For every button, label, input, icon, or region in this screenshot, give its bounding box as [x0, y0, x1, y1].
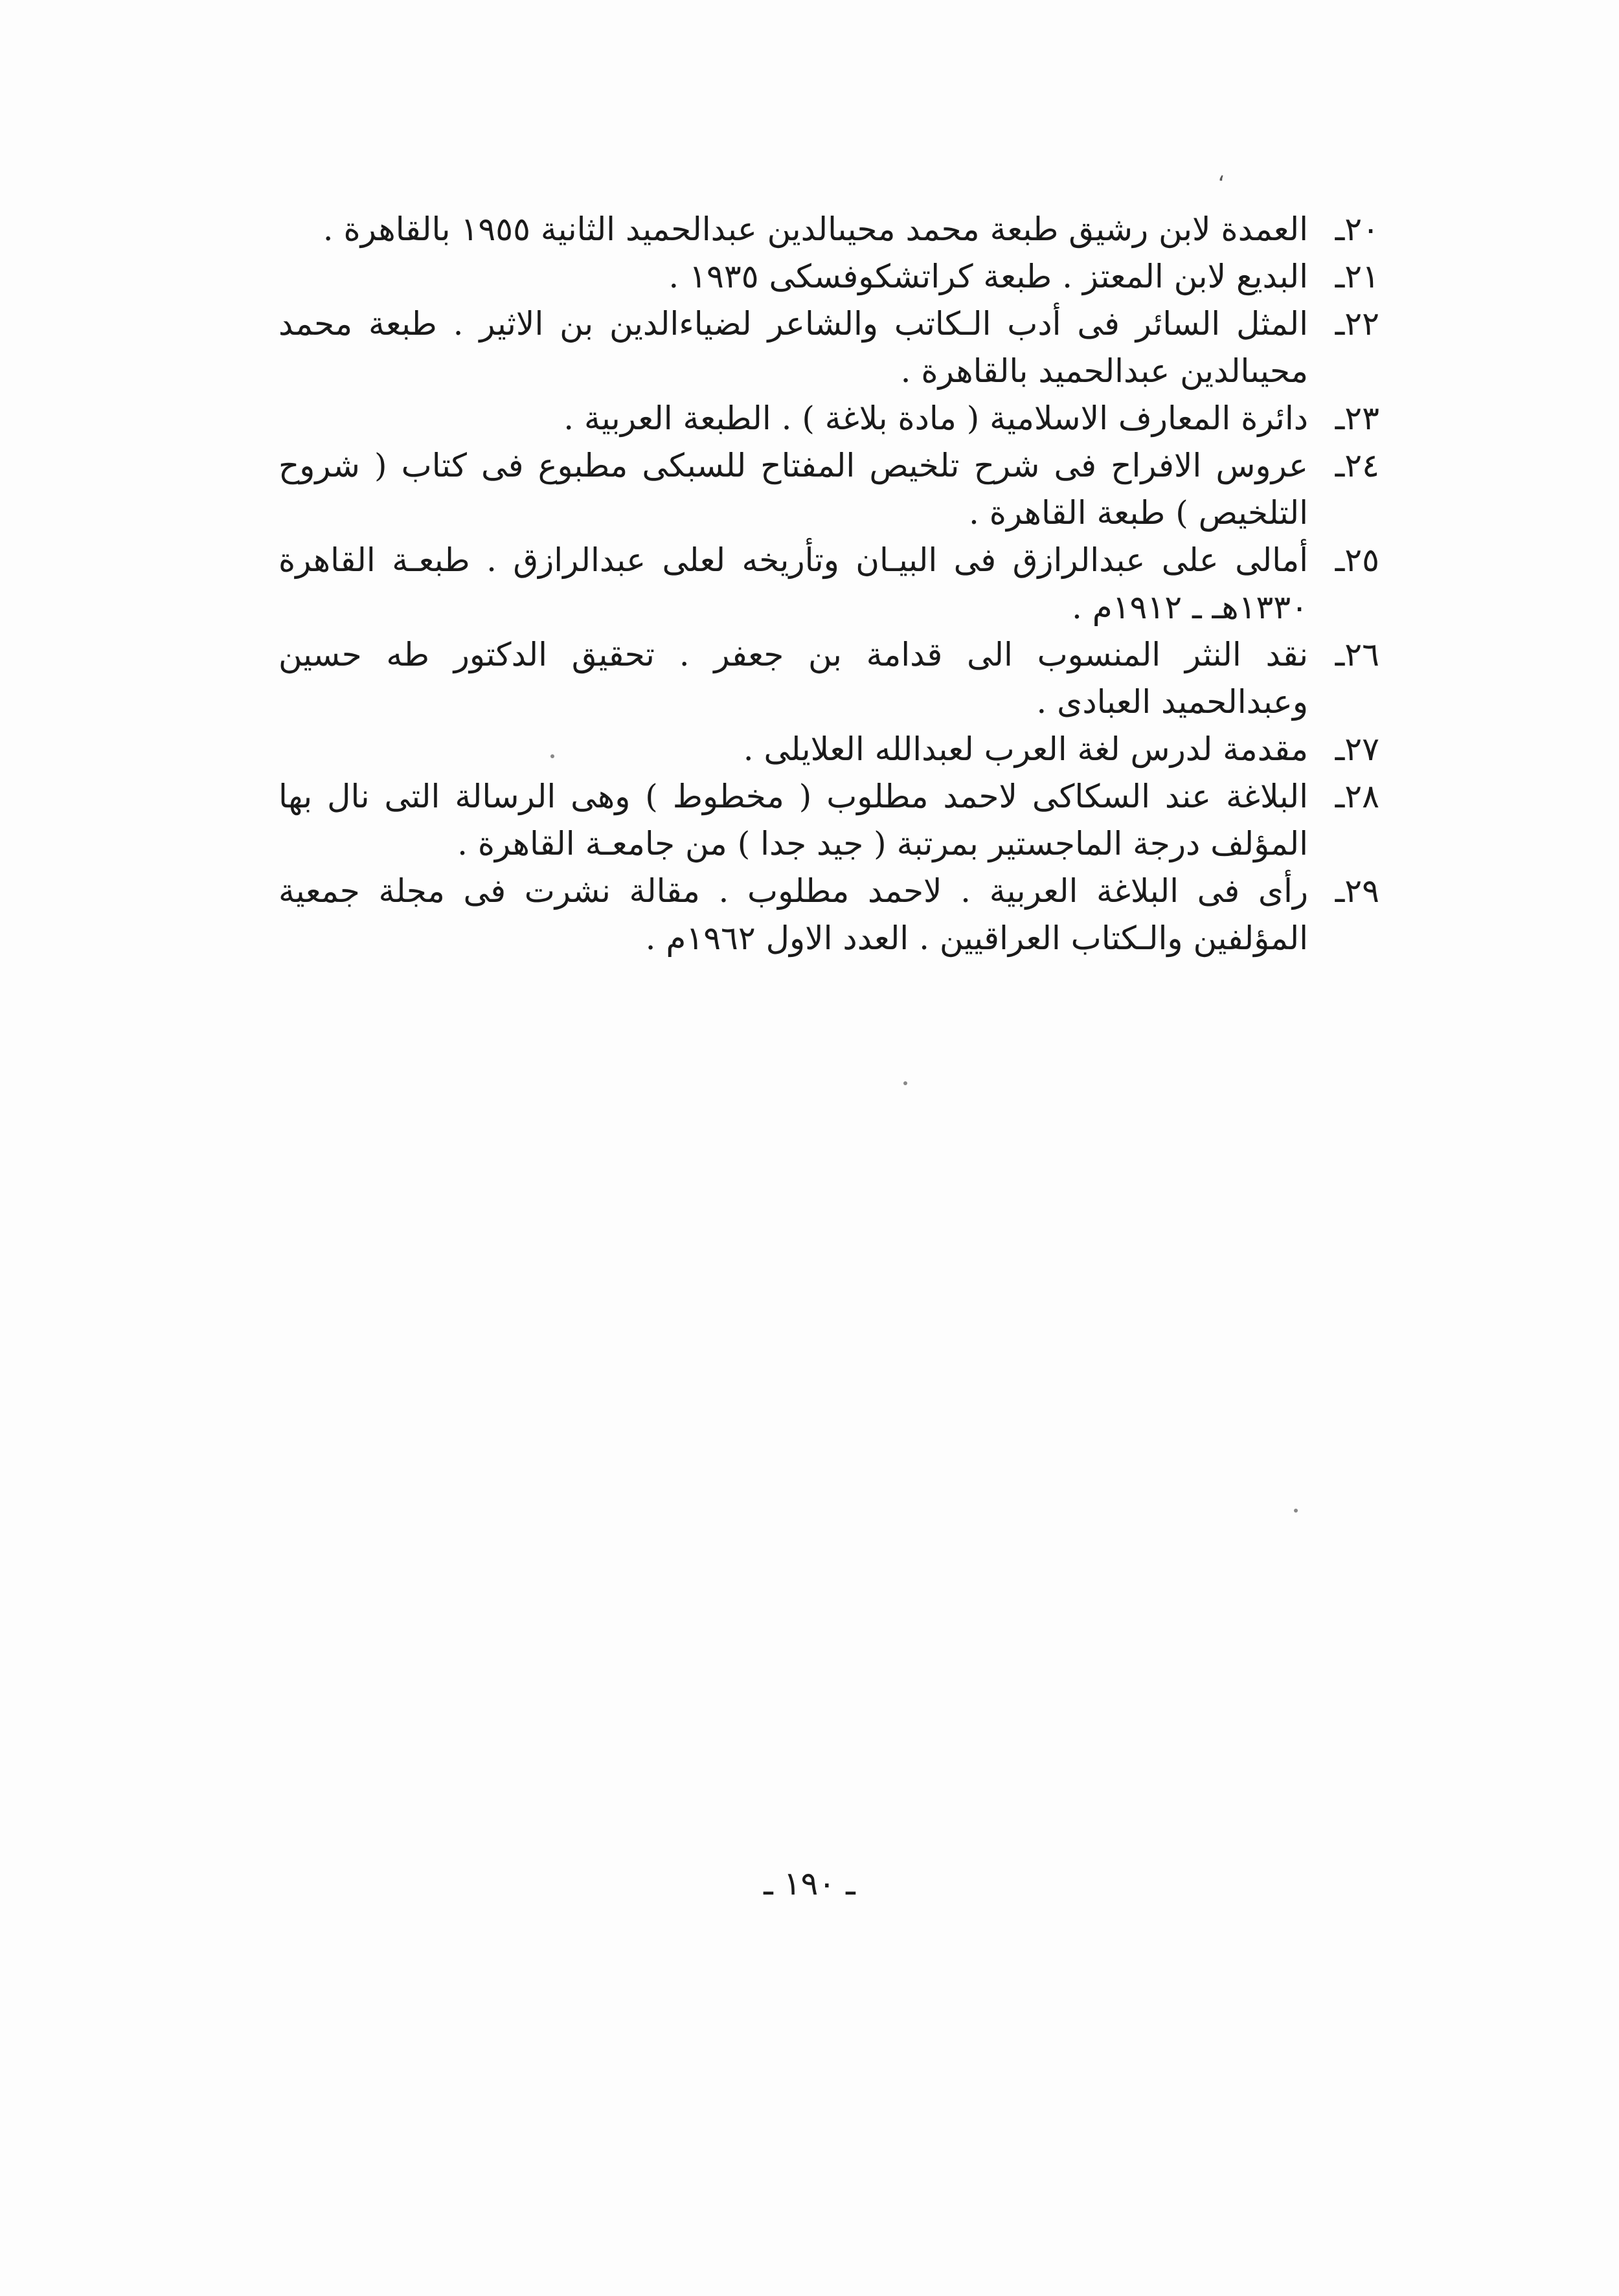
reference-item [278, 631, 1379, 726]
reference-item [278, 773, 1379, 868]
reference-text: دائرة المعارف الاسلامية ( مادة بلاغة ) . الطبعة العربية . [563, 400, 1308, 437]
reference-item [278, 726, 1379, 773]
scan-speck [903, 1081, 907, 1085]
reference-text: البلاغة عند السكاكى لاحمد مطلوب ( مخطوط ) وهى الرسالة التى نال بها المؤلف درجة الماجستير بمرتبة ( جيد جدا ) من جامعـة القاهرة . [278, 778, 1308, 862]
reference-number: ٢٢ـ [1335, 305, 1379, 343]
reference-item [278, 300, 1379, 395]
reference-number: ٢٧ـ [1335, 730, 1379, 768]
reference-item [278, 253, 1379, 300]
reference-number: ٢١ـ [1335, 258, 1379, 295]
scan-speck [550, 754, 554, 758]
reference-number: ٢٩ـ [1335, 872, 1379, 910]
reference-number: ٢٦ـ [1335, 636, 1379, 673]
reference-text: رأى فى البلاغة العربية . لاحمد مطلوب . مقالة نشرت فى مجلة جمعية المؤلفين والـكتاب العراقيين . العدد الاول ١٩٦٢م . [278, 872, 1308, 957]
reference-text: العمدة لابن رشيق طبعة محمد محيىالدين عبدالحميد الثانية ١٩٥٥ بالقاهرة . [323, 210, 1308, 248]
reference-text: مقدمة لدرس لغة العرب لعبدالله العلايلى . [743, 730, 1308, 768]
reference-number: ٢٠ـ [1335, 210, 1379, 248]
reference-text: أمالى على عبدالرازق فى البيـان وتأريخه لعلى عبدالرازق . طبعـة القاهرة ١٣٣٠هـ ـ ١٩١٢م . [278, 541, 1308, 626]
page-number: ـ ١٩٠ ـ [764, 1865, 855, 1902]
reference-text: نقد النثر المنسوب الى قدامة بن جعفر . تحقيق الدكتور طه حسين وعبدالحميد العبادى . [278, 636, 1308, 721]
scan-speck [1294, 1509, 1298, 1513]
reference-text: عروس الافراح فى شرح تلخيص المفتاح للسبكى مطبوع فى كتاب ( شروح التلخيص ) طبعة القاهرة . [278, 447, 1308, 532]
reference-number: ٢٣ـ [1335, 400, 1379, 437]
reference-number: ٢٨ـ [1335, 778, 1379, 815]
reference-number: ٢٥ـ [1335, 541, 1379, 579]
reference-item [278, 206, 1379, 253]
reference-item [278, 395, 1379, 442]
reference-list [278, 206, 1379, 962]
reference-text: المثل السائر فى أدب الـكاتب والشاعر لضياءالدين بن الاثير . طبعة محمد محيىالدين عبدالحميد بالقاهرة . [278, 305, 1308, 390]
stray-mark: ، [1217, 161, 1225, 186]
reference-item [278, 442, 1379, 537]
reference-item [278, 868, 1379, 962]
reference-text: البديع لابن المعتز . طبعة كراتشكوفسكى ١٩٣٥ . [668, 258, 1308, 295]
reference-item [278, 537, 1379, 631]
reference-number: ٢٤ـ [1335, 447, 1379, 484]
